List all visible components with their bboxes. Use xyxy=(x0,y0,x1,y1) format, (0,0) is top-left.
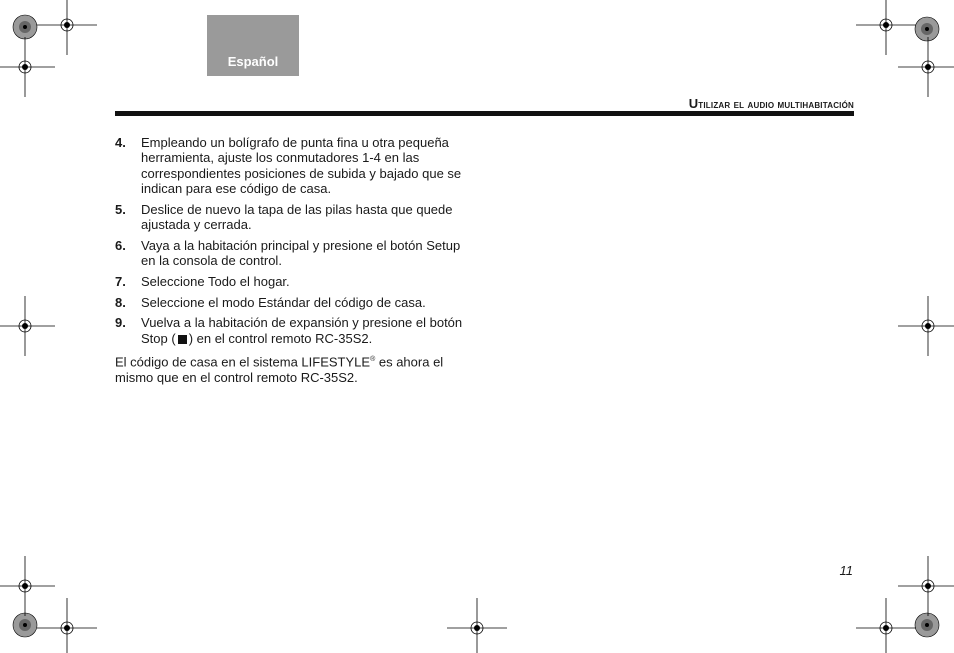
step-text: Seleccione Todo el hogar. xyxy=(141,273,290,289)
registered-mark: ® xyxy=(370,356,376,363)
step-number: 6. xyxy=(115,237,126,253)
language-tab-label: Español xyxy=(227,54,279,69)
step-number: 8. xyxy=(115,294,126,310)
color-wheel-mark xyxy=(13,15,37,39)
crosshair-mark xyxy=(0,556,55,616)
step-text: Deslice de nuevo la tapa de las pilas hasta que quede ajustada y cerrada. xyxy=(141,201,453,232)
crosshair-mark xyxy=(898,37,954,97)
list-item xyxy=(115,202,465,233)
crosshair-mark xyxy=(898,556,954,616)
crosshair-mark xyxy=(37,598,97,653)
step-number: 5. xyxy=(115,201,126,217)
crosshair-mark xyxy=(37,0,97,55)
step-number: 9. xyxy=(115,315,126,331)
step-number: 4. xyxy=(115,135,126,150)
step-text: Seleccione el modo Estándar del código de casa. xyxy=(141,294,426,310)
step-text-before: Vuelva a la habitación de expansión y presione el botón Stop ( xyxy=(141,315,463,346)
list-item xyxy=(115,135,465,196)
step-text xyxy=(141,315,462,345)
color-wheel-mark xyxy=(13,613,37,637)
list-item xyxy=(115,238,465,269)
crosshair-mark xyxy=(447,598,507,653)
note-text: El código de casa en el sistema LIFESTYLE xyxy=(115,354,371,370)
crosshair-mark xyxy=(898,296,954,356)
list-item xyxy=(115,315,465,346)
crosshair-mark xyxy=(856,0,916,55)
list-item xyxy=(115,295,465,310)
step-text-after: ) en el control remoto RC-35S2. xyxy=(188,330,373,346)
header-rule xyxy=(115,111,854,116)
note-text-end: es ahora el mismo que en el control remoto RC-35S2. xyxy=(115,354,444,385)
language-tab xyxy=(207,15,299,76)
closing-note xyxy=(115,352,465,385)
crosshair-mark xyxy=(0,37,55,97)
step-number: 7. xyxy=(115,273,126,289)
page-number: 11 xyxy=(839,563,853,578)
section-title xyxy=(689,96,854,111)
step-text: Empleando un bolígrafo de punta fina u otra pequeña herramienta, ajuste los conmutadores 1-4 en las correspondientes posiciones de subida y bajado que se indican para ese código de casa. xyxy=(141,135,462,196)
color-wheel-mark xyxy=(915,613,939,637)
steps-list xyxy=(115,135,465,352)
color-wheel-mark xyxy=(915,17,939,41)
stop-icon xyxy=(178,335,187,344)
list-item xyxy=(115,274,465,289)
crosshair-mark xyxy=(0,296,55,356)
step-text: Vaya a la habitación principal y presione el botón Setup en la consola de control. xyxy=(141,237,461,269)
section-title-rest: tilizar el audio multihabitación xyxy=(698,99,854,111)
crosshair-mark xyxy=(856,598,916,653)
section-title-initial: U xyxy=(688,96,699,111)
